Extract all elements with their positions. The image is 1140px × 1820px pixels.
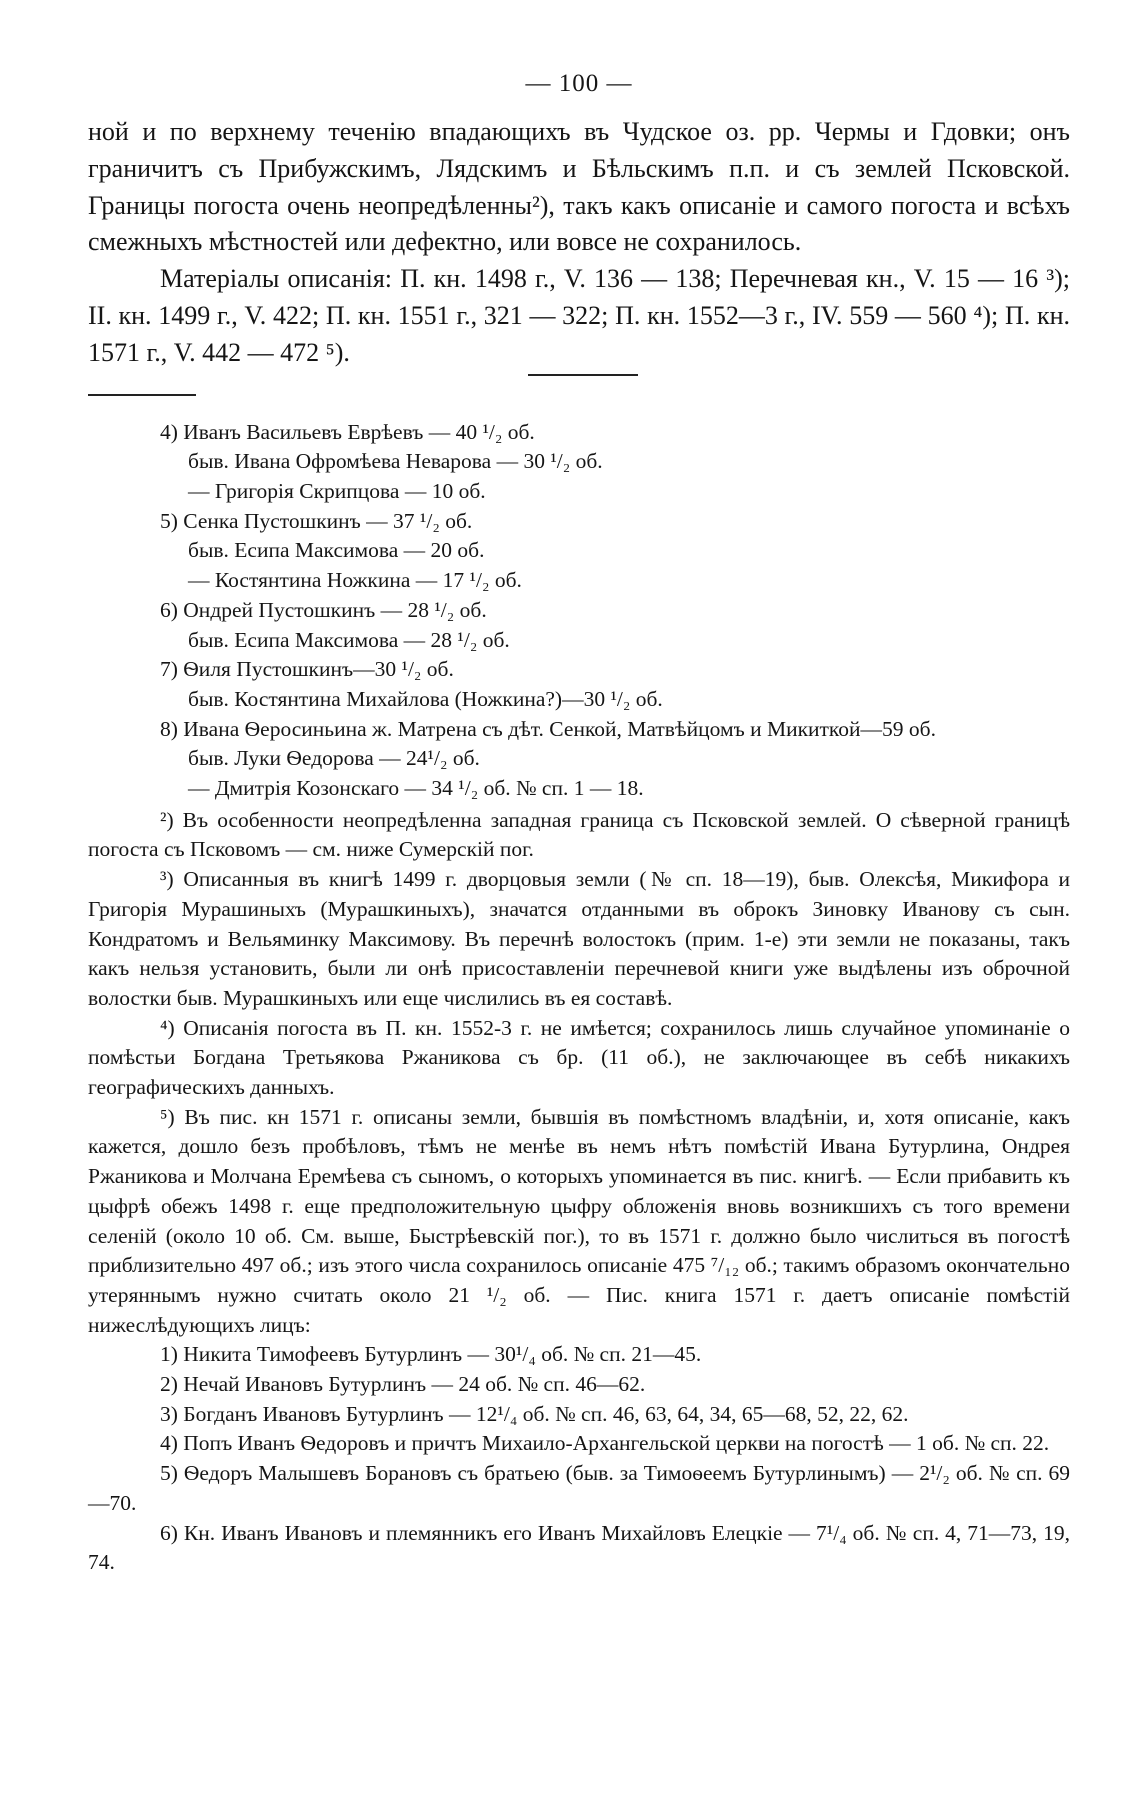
footnote-line: — Костянтина Ножкина — 17 ¹/₂ об.	[188, 568, 522, 593]
footnote-line: — Григорія Скрипцова — 10 об.	[188, 478, 486, 503]
footnote-line: — Дмитрія Козонскаго — 34 ¹/₂ об. № сп. 1 — 18.	[188, 776, 644, 801]
holder-line: 6) Кн. Иванъ Ивановъ и племянникъ его Иванъ Михайловъ Елецкіе — 7¹/₄ об. № сп. 4, 71—73, 19, 74.	[88, 1520, 1070, 1575]
main-paragraph: ной и по верхнему теченію впадающихъ въ Чудское оз. рр. Чермы и Гдовки; онъ граничитъ съ Прибужскимъ, Лядскимъ и Бѣльскимъ п.п. и съ землей Псковской. Границы погоста очень неопредѣленны²), такъ какъ описаніе и самого погоста и всѣхъ смежныхъ мѣстностей или дефектно, или вовсе не сохранилось.	[88, 117, 1070, 257]
note-4: ⁴) Описанія погоста въ П. кн. 1552-3 г. не имѣется; сохранилось лишь случайное упоминаніе о помѣстьи Богдана Третьякова Ржаникова съ бр. (11 об.), не заключающее въ себѣ никакихъ географическихъ данныхъ.	[88, 1015, 1070, 1100]
holder-line: 1) Никита Тимофеевъ Бутурлинъ — 30¹/₄ об. № сп. 21—45.	[160, 1342, 702, 1367]
footnotes	[88, 418, 1070, 1578]
note-2: ²) Въ особенности неопредѣленна западная граница съ Псковской землей. О сѣверной границѣ погоста съ Псковомъ — см. ниже Сумерскій пог.	[88, 807, 1070, 862]
page-number: — 100 —	[525, 70, 633, 97]
footnote-line: 7) Ѳиля Пустошкинъ—30 ¹/₂ об.	[160, 657, 454, 682]
holder-line: 3) Богданъ Ивановъ Бутурлинъ — 12¹/₄ об. № сп. 46, 63, 64, 34, 65—68, 52, 22, 62.	[160, 1401, 909, 1426]
notes	[88, 806, 1070, 1341]
footnote-separator	[88, 372, 1070, 418]
center-rule	[528, 374, 638, 376]
holders-list	[88, 1340, 1070, 1578]
holder-line: 4) Попъ Иванъ Ѳедоровъ и причтъ Михаило-Архангельской церкви на погостѣ — 1 об. № сп. 22.	[160, 1431, 1050, 1456]
footnote-line: быв. Луки Ѳедорова — 24¹/₂ об.	[188, 746, 480, 771]
footnote-line: быв. Костянтина Михайлова (Ножкина?)—30 ¹/₂ об.	[188, 686, 663, 711]
footnote-line: 6) Ондрей Пустошкинъ — 28 ¹/₂ об.	[160, 597, 487, 622]
holder-line: 5) Ѳедоръ Малышевъ Борановъ съ братьею (быв. за Тимоѳеемъ Бутурлинымъ) — 2¹/₂ об. № сп. 69—70.	[88, 1461, 1070, 1515]
footnote-line: быв. Ивана Офромѣева Неварова — 30 ¹/₂ об.	[188, 449, 603, 474]
footnote-line: быв. Есипа Максимова — 28 ¹/₂ об.	[188, 627, 510, 652]
short-rule	[88, 394, 196, 396]
note-3: ³) Описанныя въ книгѣ 1499 г. дворцовыя земли (№ сп. 18—19), быв. Олексѣя, Микифора и Григорія Мурашиныхъ (Мурашкиныхъ), значатся отданными въ оброкъ Зиновку Иванову съ сын. Кондратомъ и Вельяминку Максимову. Въ перечнѣ волостокъ (прим. 1-е) эти земли не показаны, такъ какъ нельзя установить, были ли онѣ присоставленіи перечневой книги уже выдѣлены изъ оброчной волостки быв. Мурашкиныхъ или еще числились въ ея составѣ.	[88, 867, 1070, 1010]
footnote-line: 4) Иванъ Васильевъ Еврѣевъ — 40 ¹/₂ об.	[160, 419, 535, 444]
main-text	[88, 114, 1070, 372]
main-paragraph: Матеріалы описанія: П. кн. 1498 г., V. 136 — 138; Перечневая кн., V. 15 — 16 ³); II. кн. 1499 г., V. 422; П. кн. 1551 г., 321 — 322; П. кн. 1552—3 г., IV. 559 — 560 ⁴); П. кн. 1571 г., V. 442 — 472 ⁵).	[88, 264, 1070, 367]
note-5: ⁵) Въ пис. кн 1571 г. описаны земли, бывшія въ помѣстномъ владѣніи, и, хотя описаніе, какъ кажется, дошло безъ пробѣловъ, тѣмъ не менѣе въ немъ нѣтъ помѣстій Ивана Бутурлина, Ондрея Ржаникова и Молчана Еремѣева съ сыномъ, о которыхъ упоминается въ пис. книгѣ. — Если прибавить къ цыфрѣ обежъ 1498 г. еще предположительную цыфру обложенія вновь возникшихъ съ того времени селеній (около 10 об. См. выше, Быстрѣевскій пог.), то въ 1571 г. должно было числиться въ погостѣ приблизительно 497 об.; изъ этого числа сохранилось описаніе 475 ⁷/₁₂ об.; такимъ образомъ окончательно утеряннымъ нужно считать около 21 ¹/₂ об. — Пис. книга 1571 г. даетъ описаніе помѣстій нижеслѣдующихъ лицъ:	[88, 1104, 1070, 1337]
holder-line: 2) Нечай Ивановъ Бутурлинъ — 24 об. № сп. 46—62.	[160, 1372, 646, 1397]
footnote-line: 5) Сенка Пустошкинъ — 37 ¹/₂ об.	[160, 508, 473, 533]
footnote-line: 8) Ивана Ѳеросиньина ж. Матрена съ дѣт. Сенкой, Матвѣйцомъ и Микиткой—59 об.	[160, 716, 936, 741]
footnote-line: быв. Есипа Максимова — 20 об.	[188, 538, 485, 563]
footnote-list	[88, 418, 1070, 804]
